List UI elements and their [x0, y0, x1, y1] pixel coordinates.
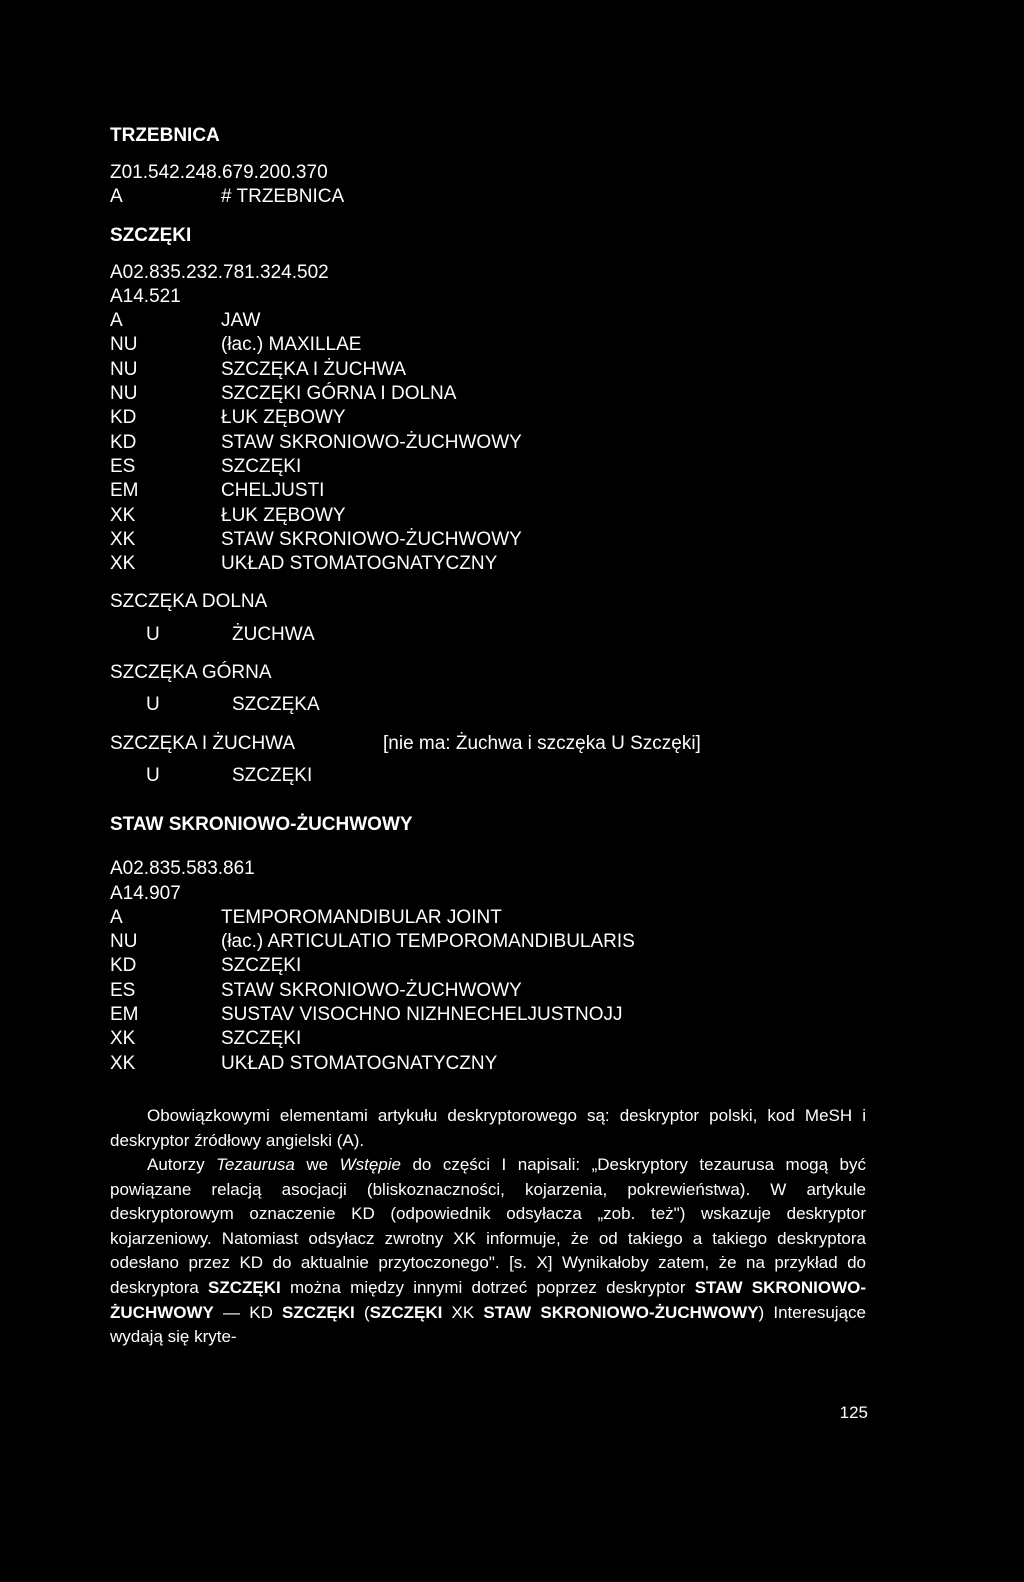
entry-relation-row [110, 552, 876, 576]
non-descriptor-note: [nie ma: Żuchwa i szczęka U Szczęki] [383, 732, 701, 754]
relation-code: XK [110, 1052, 136, 1074]
entry-relation-row [110, 309, 876, 333]
relation-term: UKŁAD STOMATOGNATYCZNY [221, 1052, 498, 1074]
entry-heading: TRZEBNICA [110, 125, 220, 146]
entry-relation-row [110, 1052, 876, 1076]
entry-relation-row [110, 431, 876, 455]
entry-relation-row [110, 406, 876, 430]
entry-relation-row [110, 479, 876, 503]
non-descriptor-term: SZCZĘKA DOLNA [110, 591, 268, 613]
relation-term: SUSTAV VISOCHNO NIZHNECHELJUSTNOJJ [221, 1004, 623, 1026]
use-target: ŻUCHWA [232, 623, 315, 645]
use-code: U [146, 623, 160, 645]
entry-relation-row [110, 930, 876, 954]
entry-relation-row [110, 979, 876, 1003]
relation-code: NU [110, 931, 138, 953]
relation-code: KD [110, 431, 137, 453]
entry-code-line: A14.907 [110, 882, 181, 904]
relation-term: SZCZĘKI [221, 955, 302, 977]
page-content [110, 124, 876, 1350]
relation-term: SZCZĘKI GÓRNA I DOLNA [221, 383, 457, 405]
relation-code: NU [110, 334, 138, 356]
entry-relation-row [110, 455, 876, 479]
relation-code: NU [110, 358, 138, 380]
non-descriptor-heading [110, 590, 876, 614]
entry-relation-row [110, 954, 876, 978]
relation-term: (łac.) MAXILLAE [221, 334, 362, 356]
paragraph: Obowiązkowymi elementami artykułu deskryptorowego są: deskryptor polski, kod MeSH i deskryptor źródłowy angielski (A). [110, 1105, 866, 1150]
entry-relation-row [110, 333, 876, 357]
relation-term: SZCZĘKI [221, 1028, 302, 1050]
entry-code-line: Z01.542.248.679.200.370 [110, 162, 328, 183]
relation-code: EM [110, 480, 139, 502]
entry-relation-row [110, 1027, 876, 1051]
relation-term: STAW SKRONIOWO-ŻUCHWOWY [221, 979, 522, 1001]
entry-code-line: A02.835.583.861 [110, 858, 255, 880]
entry-heading: SZCZĘKI [110, 224, 192, 246]
relation-term: ŁUK ZĘBOWY [221, 504, 346, 526]
relation-term: UKŁAD STOMATOGNATYCZNY [221, 553, 498, 575]
relation-term: SZCZĘKI [221, 455, 302, 477]
non-descriptor-term: SZCZĘKA GÓRNA [110, 662, 272, 684]
entry-relation-row [110, 504, 876, 528]
use-reference-row [110, 693, 876, 717]
commentary-text [110, 1104, 866, 1350]
entry-relation-row [110, 906, 876, 930]
entry-code-line: A02.835.232.781.324.502 [110, 261, 329, 283]
relation-code: ES [110, 979, 136, 1001]
entry-relation-row [110, 528, 876, 552]
entry-code-line: A14.521 [110, 285, 181, 307]
relation-code: A [110, 186, 123, 208]
use-code: U [146, 694, 160, 716]
relation-code: XK [110, 553, 136, 575]
relation-term: STAW SKRONIOWO-ŻUCHWOWY [221, 431, 522, 453]
relation-term: STAW SKRONIOWO-ŻUCHWOWY [221, 528, 522, 550]
relation-code: XK [110, 504, 136, 526]
page-number: 125 [839, 1403, 868, 1422]
entry-relation-row [110, 358, 876, 382]
use-target: SZCZĘKI [232, 764, 313, 786]
relation-term: # TRZEBNICA [221, 186, 345, 208]
non-descriptor-heading [110, 732, 876, 756]
relation-code: KD [110, 407, 137, 429]
relation-code: XK [110, 1028, 136, 1050]
non-descriptor-term: SZCZĘKA I ŻUCHWA [110, 732, 296, 754]
entry-relation-row [110, 382, 876, 406]
use-code: U [146, 764, 160, 786]
relation-term: CHELJUSTI [221, 480, 325, 502]
entry-relation-row [110, 185, 876, 209]
relation-code: A [110, 310, 123, 332]
paragraph: Autorzy Tezaurusa we Wstępie do części I napisali: „Deskryptory tezaurusa mogą być powiązane relacją asocjacji (bliskoznaczności, kojarzenia, pokrewieństwa). W artykule deskryptorowym oznaczenie KD (odpowiednik odsyłacza „zob. też") wskazuje deskryptor kojarzeniowy. Natomiast odsyłacz zwrotny XK informuje, że od takiego a takiego deskryptora odesłano przez KD do aktualnie przytoczonego". [s. X] Wynikałoby zatem, że na przykład do deskryptora SZCZĘKI można między innymi dotrzeć poprzez deskryptor STAW SKRONIOWO-ŻUCHWOWY — KD SZCZĘKI (SZCZĘKI XK STAW SKRONIOWO-ŻUCHWOWY) Interesujące wydają się kryte- [110, 1155, 866, 1347]
relation-code: A [110, 906, 123, 928]
relation-term: (łac.) ARTICULATIO TEMPOROMANDIBULARIS [221, 931, 635, 953]
entry-relation-row [110, 1003, 876, 1027]
relation-code: XK [110, 528, 136, 550]
relation-term: TEMPOROMANDIBULAR JOINT [221, 906, 502, 928]
use-reference-row [110, 623, 876, 647]
use-target: SZCZĘKA [232, 694, 320, 716]
relation-term: ŁUK ZĘBOWY [221, 407, 346, 429]
use-reference-row [110, 764, 876, 788]
relation-code: ES [110, 455, 136, 477]
relation-term: SZCZĘKA I ŻUCHWA [221, 358, 407, 380]
relation-code: KD [110, 955, 137, 977]
relation-term: JAW [221, 310, 261, 332]
entry-heading: STAW SKRONIOWO-ŻUCHWOWY [110, 814, 413, 836]
relation-code: EM [110, 1004, 139, 1026]
non-descriptor-heading [110, 661, 876, 685]
relation-code: NU [110, 383, 138, 405]
